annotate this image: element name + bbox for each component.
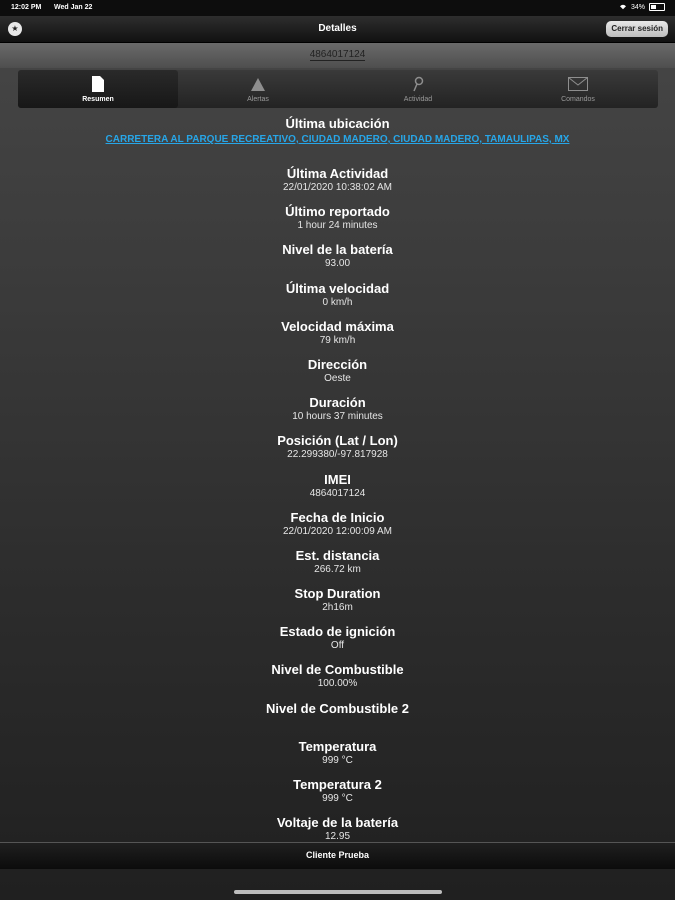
- detail-field: [0, 319, 675, 357]
- page-title: Detalles: [318, 23, 357, 34]
- detail-field: [0, 281, 675, 319]
- field-value: 100.00%: [317, 678, 358, 690]
- warning-icon: [251, 78, 265, 92]
- battery-percent: 34%: [630, 3, 645, 11]
- detail-field: [0, 166, 675, 204]
- field-value: Off: [330, 640, 345, 652]
- field-value: Oeste: [324, 372, 351, 384]
- detail-field: [0, 510, 675, 548]
- detail-field: [0, 242, 675, 280]
- field-label: Dirección: [307, 356, 368, 372]
- document-icon: [92, 76, 104, 92]
- detail-field: [0, 777, 675, 815]
- field-label: Voltaje de la batería: [276, 815, 399, 831]
- logout-button[interactable]: Cerrar sesión: [606, 21, 668, 37]
- nav-bar: [0, 16, 675, 43]
- detail-fields: [0, 166, 675, 853]
- field-value: 22.299380/-97.817928: [287, 449, 388, 461]
- tab-bar: [18, 70, 658, 108]
- field-value: 12.95: [324, 831, 351, 843]
- field-label: Duración: [309, 395, 366, 411]
- field-label: Stop Duration: [294, 586, 381, 602]
- detail-field: [0, 701, 675, 739]
- detail-field: [0, 395, 675, 433]
- field-label: Velocidad máxima: [281, 318, 394, 334]
- field-label: Est. distancia: [295, 547, 380, 563]
- field-value: 1 hour 24 minutes: [297, 220, 378, 232]
- tab-label: Comandos: [561, 96, 595, 103]
- field-value: 79 km/h: [319, 334, 356, 346]
- field-label: IMEI: [324, 471, 351, 487]
- field-label: Nivel de Combustible 2: [265, 700, 410, 716]
- field-label: Fecha de Inicio: [290, 509, 385, 525]
- field-value: 999 °C: [322, 754, 353, 766]
- tab-label: Actividad: [403, 96, 433, 103]
- field-label: Temperatura 2: [293, 777, 382, 792]
- status-bar: [0, 0, 675, 16]
- status-time: 12:02 PM: [11, 4, 42, 11]
- tab-comandos[interactable]: [498, 70, 658, 108]
- field-label: Última Actividad: [286, 166, 389, 181]
- field-value: 93.00: [324, 258, 351, 270]
- field-label: Temperatura: [298, 738, 377, 754]
- field-value: 266.72 km: [314, 563, 361, 575]
- field-value: 2h16m: [322, 602, 353, 614]
- status-right: [619, 3, 665, 11]
- last-location-label: Última ubicación: [285, 116, 390, 131]
- last-location: [0, 116, 675, 145]
- detail-field: [0, 586, 675, 624]
- tab-resumen[interactable]: [18, 70, 178, 108]
- field-label: Última velocidad: [285, 280, 390, 296]
- field-value: 999 °C: [322, 793, 353, 804]
- detail-field: [0, 433, 675, 471]
- tab-alertas[interactable]: [178, 70, 338, 108]
- detail-field: [0, 472, 675, 510]
- home-indicator[interactable]: [234, 890, 442, 894]
- field-value: 4864017124: [309, 487, 366, 499]
- pin-icon: [412, 76, 424, 92]
- field-value: 10 hours 37 minutes: [292, 411, 383, 423]
- detail-field: [0, 204, 675, 242]
- footer-bar: [0, 842, 675, 869]
- field-value: 0 km/h: [322, 296, 353, 308]
- tab-label: Resumen: [82, 96, 114, 103]
- field-label: Último reportado: [285, 204, 390, 220]
- detail-field: [0, 662, 675, 700]
- footer-client-name: Cliente Prueba: [305, 850, 370, 860]
- field-label: Nivel de Combustible: [271, 662, 404, 678]
- field-value: 22/01/2020 10:38:02 AM: [283, 182, 392, 193]
- detail-field: [0, 548, 675, 586]
- device-id-bar: [0, 43, 675, 68]
- status-date: Wed Jan 22: [54, 4, 93, 11]
- wifi-icon: [619, 4, 627, 10]
- field-label: Posición (Lat / Lon): [277, 433, 398, 449]
- field-value: 22/01/2020 12:00:09 AM: [283, 525, 392, 537]
- field-label: Estado de ignición: [279, 624, 396, 640]
- detail-field: [0, 624, 675, 662]
- last-location-address-link[interactable]: CARRETERA AL PARQUE RECREATIVO, CIUDAD MADERO, CIUDAD MADERO, TAMAULIPAS, MX: [105, 134, 570, 145]
- home-icon[interactable]: ★: [8, 22, 22, 36]
- tab-actividad[interactable]: [338, 70, 498, 108]
- field-label: Nivel de la batería: [282, 242, 393, 258]
- detail-field: [0, 357, 675, 395]
- device-id-link[interactable]: 4864017124: [309, 49, 366, 60]
- detail-field: [0, 739, 675, 777]
- tab-label: Alertas: [247, 96, 269, 103]
- battery-icon: [649, 3, 665, 11]
- envelope-icon: [568, 77, 588, 91]
